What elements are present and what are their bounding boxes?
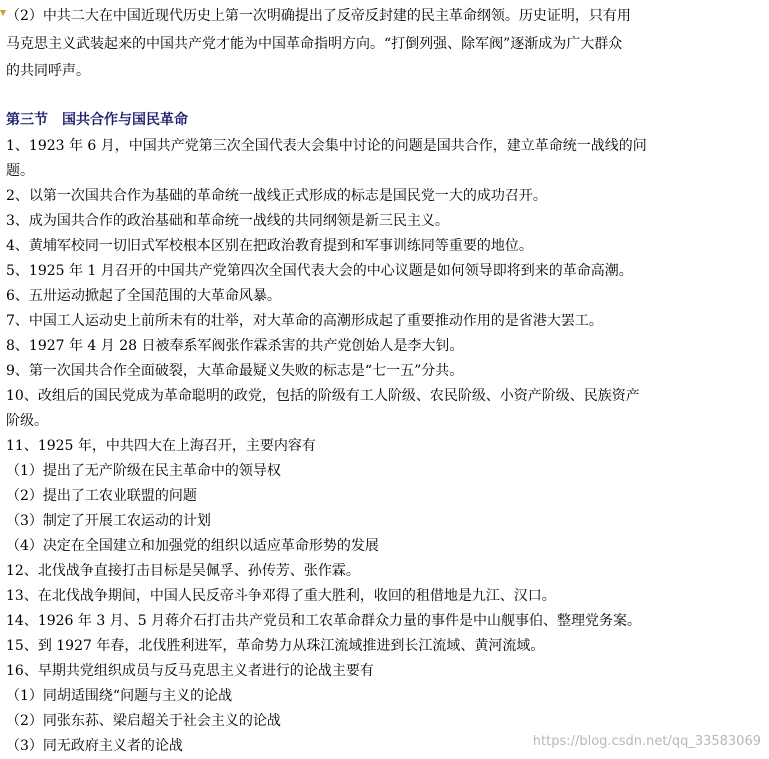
list-line: 16、早期共党组织成员与反马克思主义者进行的论战主要有 <box>6 663 374 679</box>
list-line: 7、中国工人运动史上前所未有的壮举，对大革命的高潮形成起了重要推动作用的是省港大罢工。 <box>6 313 603 329</box>
section-heading: 第三节 国共合作与国民革命 <box>6 112 188 128</box>
list-line: （4）决定在全国建立和加强党的组织以适应革命形势的发展 <box>6 538 379 554</box>
list-line: 14、1926 年 3 月、5 月蒋介石打击共产党员和工农革命群众力量的事件是中山舰事伯、整理党务案。 <box>6 613 642 629</box>
list-line: （1）同胡适围绕“问题与主义的论战 <box>6 688 233 704</box>
list-line: 1、1923 年 6 月，中国共产党第三次全国代表大会集中讨论的问题是国共合作，建立革命统一战线的问 <box>6 138 647 154</box>
list-line: （3）制定了开展工农运动的计划 <box>6 513 211 529</box>
intro-line-3: 的共同呼声。 <box>6 63 90 79</box>
list-line: 9、第一次国共合作全面破裂，大革命最疑义失败的标志是“七一五”分共。 <box>6 363 464 379</box>
list-line: 3、成为国共合作的政治基础和革命统一战线的共同纲领是新三民主义。 <box>6 213 449 229</box>
list-line: 15、到 1927 年春，北伐胜利进军，革命势力从珠江流域推进到长江流域、黄河流域。 <box>6 638 545 654</box>
list-line: 2、以第一次国共合作为基础的革命统一战线正式形成的标志是国民党一大的成功召开。 <box>6 188 547 204</box>
list-line: （2）同张东荪、梁启超关于社会主义的论战 <box>6 713 281 729</box>
list-line: 12、北伐战争直接打击目标是吴佩孚、孙传芳、张作霖。 <box>6 563 360 579</box>
list-line: 13、在北伐战争期间，中国人民反帝斗争邓得了重大胜利，收回的租借地是九江、汉口。 <box>6 588 556 604</box>
list-line: 10、改组后的国民党成为革命聪明的政党，包括的阶级有工人阶级、农民阶级、小资产阶级、民族资产 <box>6 388 640 404</box>
watermark: https://blog.csdn.net/qq_33583069 <box>532 734 761 749</box>
list-line: 6、五卅运动掀起了全国范围的大革命风暴。 <box>6 288 281 304</box>
list-line: 阶级。 <box>6 413 48 429</box>
list-line: 8、1927 年 4 月 28 日被奉系军阀张作霖杀害的共产党创始人是李大钊。 <box>6 338 464 354</box>
list-line: 4、黄埔军校同一切旧式军校根本区别在把政治教育提到和军事训练同等重要的地位。 <box>6 238 533 254</box>
intro-line-1: （2）中共二大在中国近现代历史上第一次明确提出了反帝反封建的民主革命纲领。历史证明，只有用 <box>6 8 631 24</box>
list-line: 题。 <box>6 163 34 179</box>
intro-line-2: 马克思主义武装起来的中国共产党才能为中国革命指明方向。“打倒列强、除军阀”逐渐成为广大群众 <box>6 36 623 52</box>
list-line: 11、1925 年，中共四大在上海召开，主要内容有 <box>6 438 316 454</box>
list-line: 5、1925 年 1 月召开的中国共产党第四次全国代表大会的中心议题是如何领导即将到来的革命高潮。 <box>6 263 633 279</box>
list-line: （3）同无政府主义者的论战 <box>6 738 183 754</box>
list-line: （1）提出了无产阶级在民主革命中的领导权 <box>6 463 281 479</box>
list-line: （2）提出了工农业联盟的问题 <box>6 488 197 504</box>
